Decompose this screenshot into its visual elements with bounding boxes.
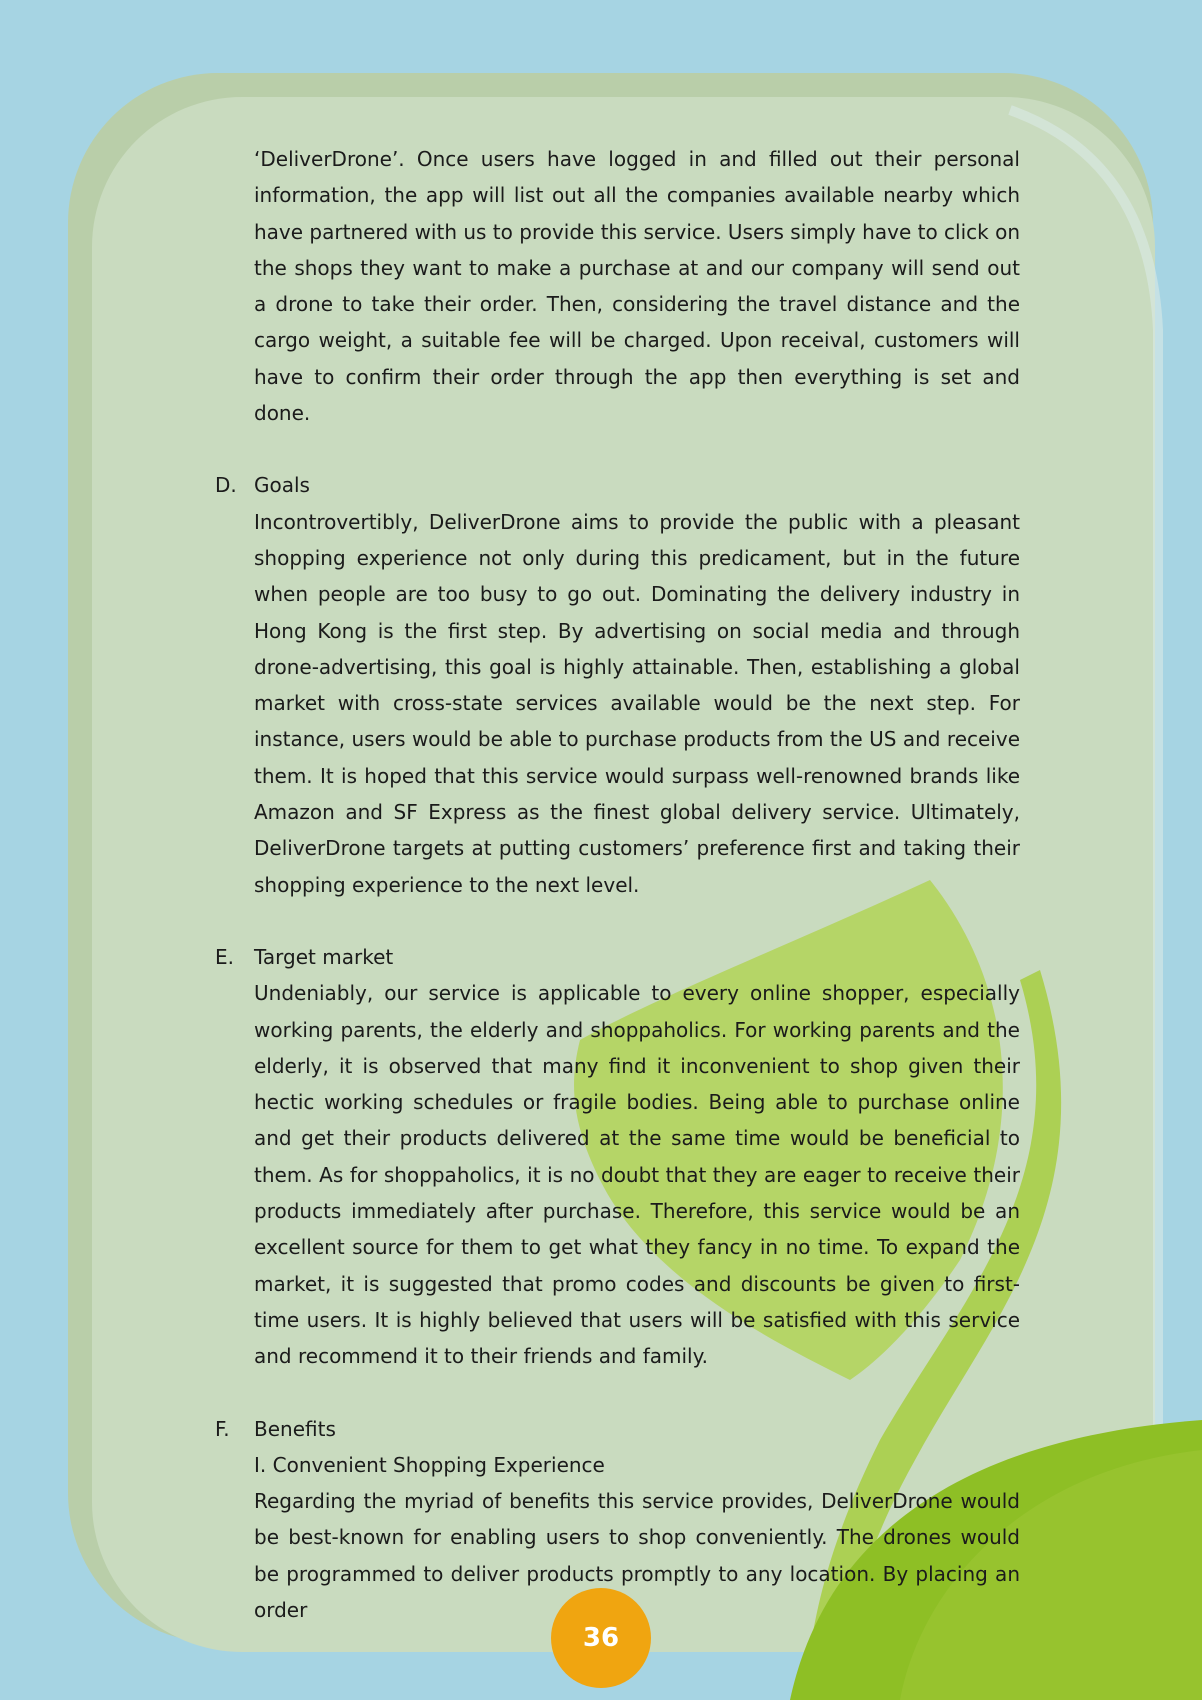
section-letter: E. [215,944,234,969]
intro-paragraph: ‘DeliverDrone’. Once users have logged in and filled out their personal information, the app will list out all the companies available nearby which have partnered with us to provide this service. Users simply have to click on the shops they want to make a purchase at and our company will send out a drone to take their order. Then, considering the travel distance and the cargo weight, a suitable fee will be charged. Upon receival, customers will have to confirm their order through the app then everything is set and done. [254,147,1021,426]
section-body: Incontrovertibly, DeliverDrone aims to provide the public with a pleasant shopping experience not only during this predicament, but in the future when people are too busy to go out. Dominating the delivery industry in Hong Kong is the first step. By advertising on social media and through drone-advertising, this goal is highly attainable. Then, establishing a global market with cross-state services available would be the next step. For instance, users would be able to purchase products from the US and receive them. It is hoped that this service would surpass well-renowned brands like Amazon and SF Express as the finest global delivery service. Ultimately, DeliverDrone targets at putting customers’ preference first and taking their shopping experience to the next level. [254,509,1020,897]
section-title: Goals [254,473,310,498]
section-subtitle: I. Convenient Shopping Experience [254,1452,605,1477]
section-letter: F. [215,1416,230,1441]
document-body [215,141,1020,1628]
page-number-badge: 36 [551,1588,651,1688]
section-heading [215,939,1020,975]
section-title: Target market [254,944,394,969]
section-goals [215,467,1020,903]
section-body: Regarding the myriad of benefits this service provides, DeliverDrone would be best-known for enabling users to shop conveniently. The drones would be programmed to deliver products promptly to any location. By placing an order [254,1489,1020,1622]
section-heading [215,467,1020,503]
section-target-market [215,939,1020,1375]
section-title: Benefits [254,1416,336,1441]
section-heading [215,1411,1020,1447]
section-body: Undeniably, our service is applicable to every online shopper, especially working parents, the elderly and shoppaholics. For working parents and the elderly, it is observed that many find it inconvenient to shop given their hectic working schedules or fragile bodies. Being able to purchase online and get their products delivered at the same time would be beneficial to them. As for shoppaholics, it is no doubt that they are eager to receive their products immediately after purchase. Therefore, this service would be an excellent source for them to get what they fancy in no time. To expand the market, it is suggested that promo codes and discounts be given to first-time users. It is highly believed that users will be satisfied with this service and recommend it to their friends and family. [254,981,1020,1369]
section-letter: D. [215,473,237,498]
